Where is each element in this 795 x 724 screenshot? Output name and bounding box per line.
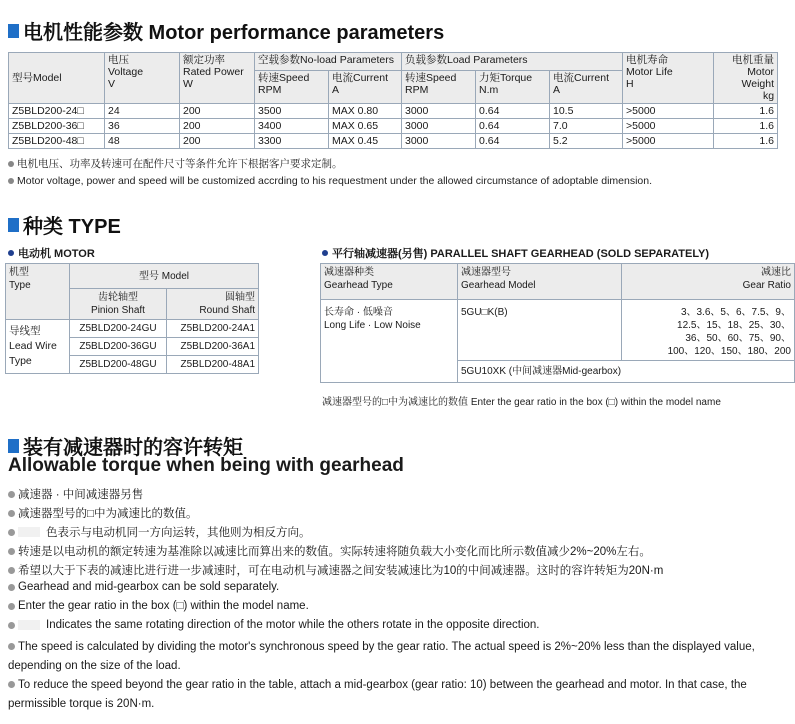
header-l-current: 电流Current A xyxy=(550,71,623,104)
pinion-model: Z5BLD200-24GU xyxy=(70,320,167,338)
mid-gearbox: 5GU10XK (中间减速器Mid-gearbox) xyxy=(458,361,795,383)
table-row: Z5BLD200-24□ 24 200 3500 MAX 0.80 3000 0.64 10.5 >5000 1.6 xyxy=(9,104,778,119)
header-load: 负载参数Load Parameters xyxy=(402,53,623,71)
bullet-icon xyxy=(8,622,15,629)
round-model: Z5BLD200-48A1 xyxy=(167,356,259,374)
square-icon xyxy=(8,24,19,38)
perf-note-en: Motor voltage, power and speed will be customized accrding to his requestment under the allowed circumstance of adoptable dimension. xyxy=(8,175,652,187)
header-model: 型号 Model xyxy=(70,264,259,289)
bullet-icon xyxy=(8,529,15,536)
header-gear-model: 减速器型号 Gearhead Model xyxy=(458,264,622,300)
round-model: Z5BLD200-24A1 xyxy=(167,320,259,338)
torque-note: Indicates the same rotating direction of the motor while the others rotate in the opposite direction. xyxy=(8,619,540,631)
motor-type-table xyxy=(5,263,259,374)
pinion-model: Z5BLD200-36GU xyxy=(70,338,167,356)
perf-note-cn: 电机电压、功率及转速可在配件尺寸等条件允许下根据客户要求定制。 xyxy=(8,156,343,171)
header-weight: 电机重量 Motor Weight kg xyxy=(714,53,778,104)
torque-note: To reduce the speed beyond the gear ratio in the table, attach a mid-gearbox (gear ratio: 10) between the gearhead and motor. In that case, the permissible torque is 20N·m. xyxy=(8,679,747,710)
bullet-icon xyxy=(8,681,15,688)
torque-note: Gearhead and mid-gearbox can be sold separately. xyxy=(8,581,279,593)
bullet-icon xyxy=(322,250,328,256)
bullet-icon xyxy=(8,603,15,610)
square-icon xyxy=(8,439,19,453)
torque-note: 减速器型号的□中为减速比的数值。 xyxy=(8,505,197,521)
header-pinion: 齿轮轴型 Pinion Shaft xyxy=(70,289,167,320)
bullet-icon xyxy=(8,643,15,650)
bullet-icon xyxy=(8,584,15,591)
motor-heading: 电动机 MOTOR xyxy=(8,245,95,261)
torque-note: 色表示与电动机同一方向运转，其他则为相反方向。 xyxy=(8,524,311,540)
header-type: 机型 Type xyxy=(6,264,70,320)
header-nl-speed: 转速Speed RPM xyxy=(255,71,329,104)
gearhead-table-clip xyxy=(320,263,791,387)
gearhead-heading: 平行轴减速器(另售) PARALLEL SHAFT GEARHEAD (SOLD SEPARATELY) xyxy=(322,245,709,261)
header-gear-type: 减速器种类 Gearhead Type xyxy=(321,264,458,300)
gearhead-type-table xyxy=(320,263,795,383)
color-swatch xyxy=(18,620,40,630)
gear-ratios: 3、3.6、5、6、7.5、9、 12.5、15、18、25、30、 36、50、60、75、90、 100、120、150、180、200 xyxy=(622,300,795,361)
header-l-torque: 力矩Torque N.m xyxy=(476,71,550,104)
torque-title-cn: 装有减速器时的容许转矩 xyxy=(8,431,243,460)
gear-note: 减速器型号的□中为减速比的数值 Enter the gear ratio in the box (□) within the model name xyxy=(322,397,721,408)
header-model: 型号Model xyxy=(9,53,105,104)
bullet-icon xyxy=(8,510,15,517)
torque-note: Enter the gear ratio in the box (□) within the model name. xyxy=(8,600,309,612)
torque-title-en: Allowable torque when being with gearhead xyxy=(8,455,404,476)
bullet-icon xyxy=(8,567,15,574)
pinion-model: Z5BLD200-48GU xyxy=(70,356,167,374)
torque-note: 转速是以电动机的额定转速为基准除以减速比而算出来的数值。实际转速将随负载大小变化而比所示数值减少2%~20%左右。 xyxy=(8,543,651,559)
table-row: Z5BLD200-36□ 36 200 3400 MAX 0.65 3000 0.64 7.0 >5000 1.6 xyxy=(9,119,778,134)
bullet-icon xyxy=(8,491,15,498)
header-nl-current: 电流Current A xyxy=(329,71,402,104)
header-voltage: 电压 Voltage V xyxy=(105,53,180,104)
header-round: 圆轴型 Round Shaft xyxy=(167,289,259,320)
header-gear-ratio: 减速比 Gear Ratio xyxy=(622,264,795,300)
gear-model: 5GU□K(B) xyxy=(458,300,622,361)
torque-note: 减速器 · 中间减速器另售 xyxy=(8,486,143,502)
bullet-icon xyxy=(8,250,14,256)
header-l-speed: 转速Speed RPM xyxy=(402,71,476,104)
square-icon xyxy=(8,218,19,232)
gear-type-text: 长寿命 · 低噪音 Long Life · Low Noise xyxy=(321,300,458,383)
header-life: 电机寿命 Motor Life H xyxy=(623,53,714,104)
perf-title: 电机性能参数 Motor performance parameters xyxy=(8,16,444,45)
performance-table xyxy=(8,52,778,149)
color-swatch xyxy=(18,527,40,537)
torque-note: The speed is calculated by dividing the motor's synchronous speed by the gear ratio. The actual speed is 2%~20% less than the displayed value, depending on the size of the load. xyxy=(8,641,755,672)
type-label: 导线型 Lead Wire Type xyxy=(6,320,70,374)
header-noload: 空载参数No-load Parameters xyxy=(255,53,402,71)
bullet-icon xyxy=(8,178,14,184)
header-power: 额定功率 Rated Power W xyxy=(180,53,255,104)
bullet-icon xyxy=(8,548,15,555)
torque-note: 希望以大于下表的减速比进行进一步减速时，可在电动机与减速器之间安装减速比为10的中间减速器。这时的容许转矩为20N·m xyxy=(8,562,663,578)
type-title: 种类 TYPE xyxy=(8,210,121,239)
round-model: Z5BLD200-36A1 xyxy=(167,338,259,356)
bullet-icon xyxy=(8,161,14,167)
table-row: Z5BLD200-48□ 48 200 3300 MAX 0.45 3000 0.64 5.2 >5000 1.6 xyxy=(9,134,778,149)
